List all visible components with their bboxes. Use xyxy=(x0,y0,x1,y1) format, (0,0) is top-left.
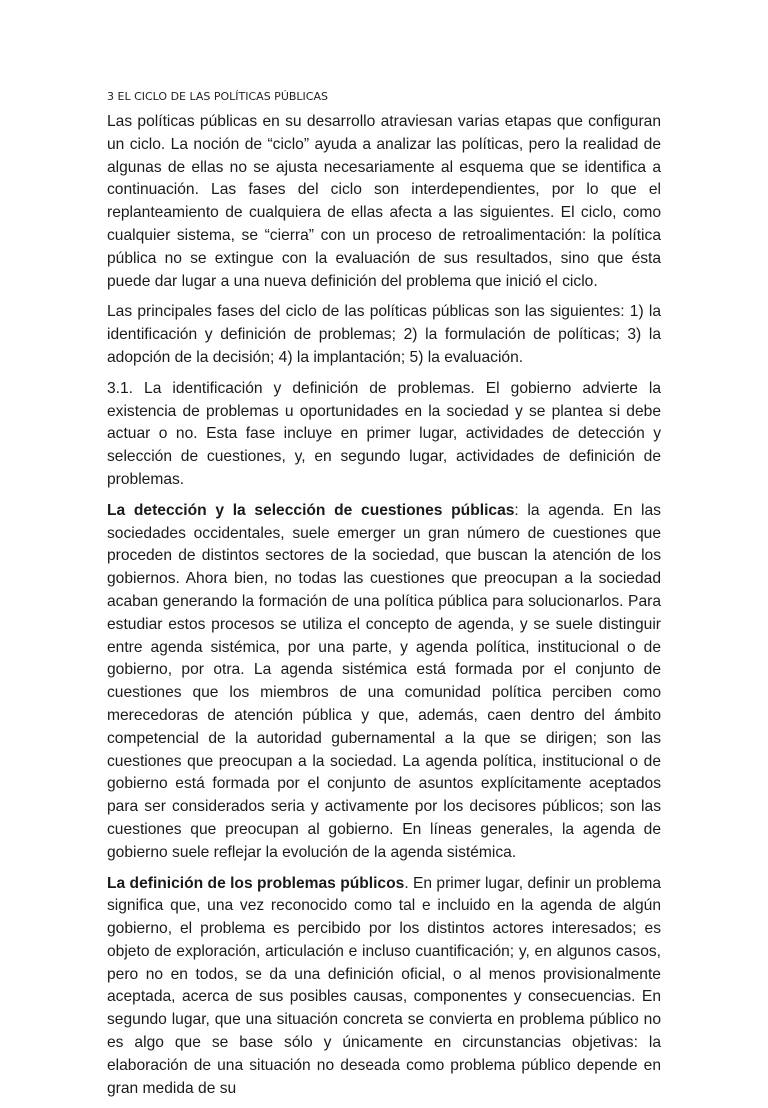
paragraph-text: 3.1. La identificación y definición de problemas. El gobierno advierte la existencia de problemas u oportunidades en la sociedad y se plantea si debe actuar o no. Esta fase incluye en primer lugar, actividades de detección y selección de cuestiones, y, en segundo lugar, actividades de definición de problemas. xyxy=(107,379,661,488)
paragraph-problem-definition xyxy=(107,873,661,1101)
paragraph-agenda xyxy=(107,500,661,865)
paragraph-main-phases xyxy=(107,301,661,369)
paragraph-text: : la agenda. En las sociedades occidentales, suele emerger un gran número de cuestiones que proceden de distintos sectores de la sociedad, que buscan la atención de los gobiernos. Ahora bien, no todas las cuestiones que preocupan a la sociedad acaban generando la formación de una política pública para solucionarlos. Para estudiar estos procesos se utiliza el concepto de agenda, y se suele distinguir entre agenda sistémica, por una parte, y agenda política, institucional o de gobierno, por otra. La agenda sistémica está formada por el conjunto de cuestiones que los miembros de una comunidad política perciben como merecedoras de atención pública y que, además, caen dentro del ámbito competencial de la autoridad gubernamental a la que se dirigen; son las cuestiones que preocupan a la sociedad. La agenda política, institucional o de gobierno está formada por el conjunto de asuntos explícitamente aceptados para ser considerados seria y activamente por los decisores públicos; son las cuestiones que preocupan al gobierno. En líneas generales, la agenda de gobierno suele reflejar la evolución de la agenda sistémica. xyxy=(107,501,661,861)
paragraph-text: Las principales fases del ciclo de las políticas públicas son las siguientes: 1) la identificación y definición de problemas; 2) la formulación de políticas; 3) la adopción de la decisión; 4) la implantación; 5) la evaluación. xyxy=(107,303,661,366)
section-title: 3 EL CICLO DE LAS POLÍTICAS PÚBLICAS xyxy=(107,90,328,103)
paragraph-bold-lead: La detección y la selección de cuestiones públicas xyxy=(107,501,515,519)
paragraph-identification xyxy=(107,378,661,492)
document-page xyxy=(107,90,661,1108)
paragraph-cycle-intro xyxy=(107,111,661,293)
paragraph-bold-lead: La definición de los problemas públicos xyxy=(107,874,405,892)
paragraph-text: . En primer lugar, definir un problema significa que, una vez reconocido como tal e incluido en la agenda de algún gobierno, el problema es percibido por los distintos actores interesados; es objeto de exploración, articulación e incluso cuantificación; y, en algunos casos, pero no en todos, se da una definición oficial, o al menos provisionalmente aceptada, acerca de sus posibles causas, componentes y consecuencias. En segundo lugar, que una situación concreta se convierta en problema público no es algo que se base sólo y únicamente en circunstancias objetivas: la elaboración de una situación no deseada como problema público depende en gran medida de su xyxy=(107,874,661,1097)
paragraph-text: Las políticas públicas en su desarrollo atraviesan varias etapas que configuran un ciclo. La noción de “ciclo” ayuda a analizar las políticas, pero la realidad de algunas de ellas no se ajusta necesariamente al esquema que se identifica a continuación. Las fases del ciclo son interdependientes, por lo que el replanteamiento de cualquiera de ellas afecta a las siguientes. El ciclo, como cualquier sistema, se “cierra” con un proceso de retroalimentación: la política pública no se extingue con la evaluación de sus resultados, sino que ésta puede dar lugar a una nueva definición del problema que inició el ciclo. xyxy=(107,113,661,290)
